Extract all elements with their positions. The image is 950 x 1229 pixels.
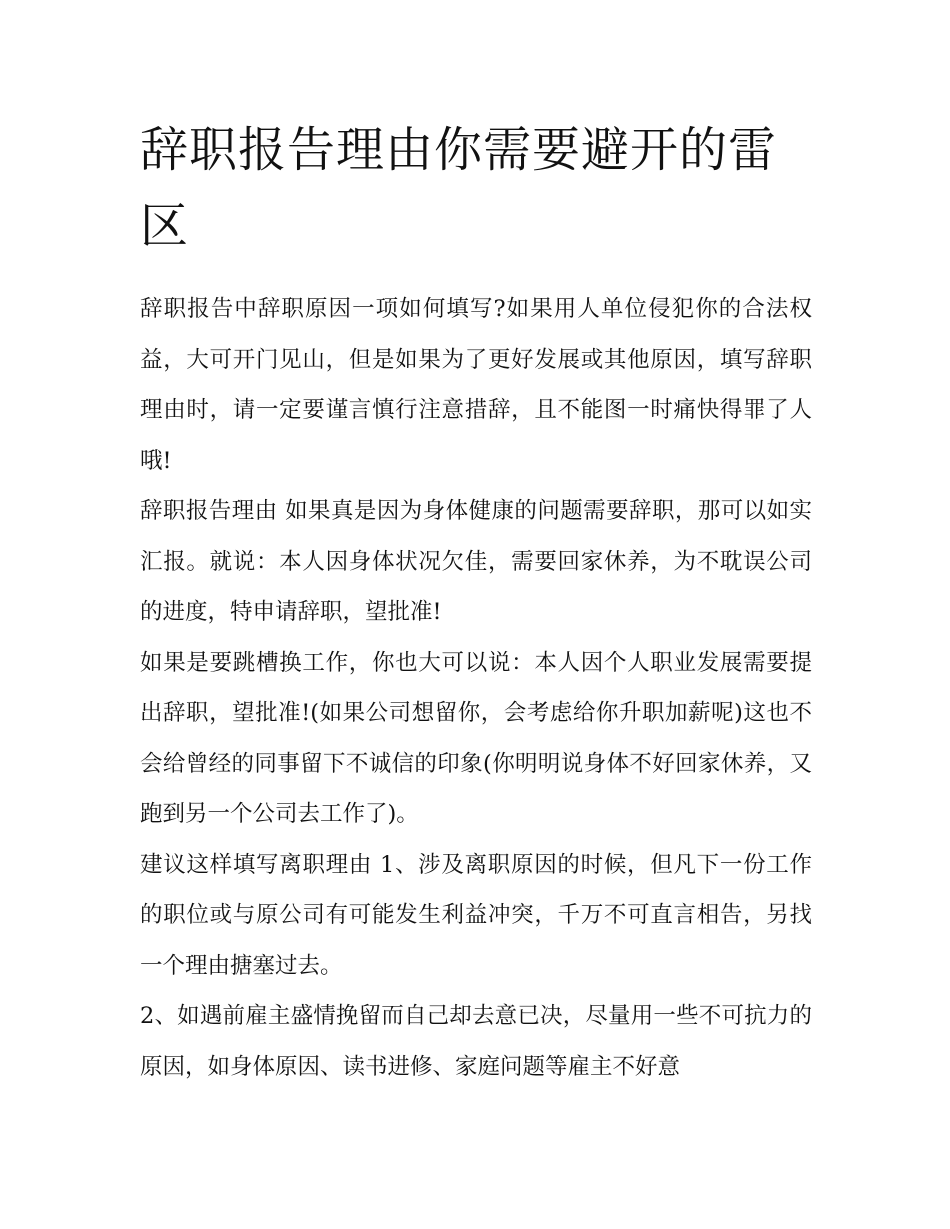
paragraph-intro: 辞职报告中辞职原因一项如何填写?如果用人单位侵犯你的合法权益，大可开门见山，但是如果为了更好发展或其他原因，填写辞职理由时，请一定要谨言慎行注意措辞，且不能图一时痛快得罪了人哦! xyxy=(140,296,812,474)
document-page xyxy=(140,112,812,1092)
paragraph-health-reason: 辞职报告理由 如果真是因为身体健康的问题需要辞职，那可以如实汇报。就说：本人因身体状况欠佳，需要回家休养，为不耽误公司的进度，特申请辞职，望批准! xyxy=(140,498,812,625)
paragraph-suggestion-1: 建议这样填写离职理由 1、涉及离职原因的时候，但凡下一份工作的职位或与原公司有可能发生利益冲突，千万不可直言相告，另找一个理由搪塞过去。 xyxy=(140,851,812,979)
paragraph-suggestion-2: 2、如遇前雇主盛情挽留而自己却去意已决，尽量用一些不可抗力的原因，如身体原因、读书进修、家庭问题等雇主不好意 xyxy=(140,1003,812,1080)
paragraph-job-change: 如果是要跳槽换工作，你也大可以说：本人因个人职业发展需要提出辞职，望批准!(如果公司想留你，会考虑给你升职加薪呢)这也不会给曾经的同事留下不诚信的印象(你明明说身体不好回家休养，又跑到另一个公司去工作了)。 xyxy=(140,649,812,827)
document-title: 辞职报告理由你需要避开的雷区 xyxy=(140,122,778,254)
